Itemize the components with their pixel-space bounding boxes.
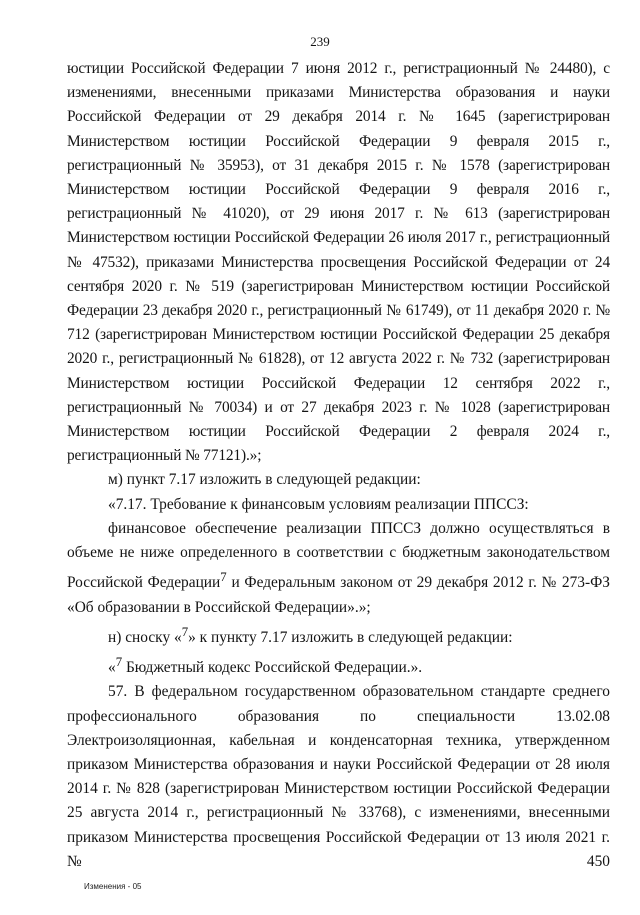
financing-text-start: финансовое обеспечение реализации ППССЗ должно осуществляться в объеме не ниже определенного в соответствии с бюджетным законодательством Российской Федерации [67, 519, 610, 592]
paragraph-57: 57. В федеральном государственном образовательном стандарте среднего профессионального образования по специальности 13.02.08 Электроизоляционная, кабельная и конденсаторная техника, утвержденном приказом Министерства образования и науки Российской Федерации от 28 июля 2014 г. № 828 (зарегистрирован Министерством юстиции Российской Федерации 25 августа 2014 г., регистрационный № 33768), с изменениями, внесенными приказом Министерства просвещения Российской Федерации от 13 июля 2021 г. № 450 [67, 683, 610, 870]
item-n-text-end: » к пункту 7.17 изложить в следующей редакции: [188, 628, 513, 646]
page-number: 239 [310, 34, 330, 49]
paragraph-financing [67, 517, 610, 620]
footnote-7-mark: 7 [115, 655, 123, 670]
item-n-text-start: н) сноску « [108, 628, 182, 646]
document-body [67, 57, 610, 874]
paragraph-item-n [67, 620, 610, 650]
paragraph-footnote-7 [67, 650, 610, 680]
footnote-open-quote: « [108, 659, 116, 677]
paragraph-item-m: м) пункт 7.17 изложить в следующей редакции: [108, 471, 421, 489]
footer-label: Изменения - 05 [84, 882, 142, 891]
footnote-reference-7: 7 [220, 570, 227, 585]
item-n-footnote-mark: 7 [181, 624, 189, 639]
footnote-7-text: Бюджетный кодекс Российской Федерации.». [122, 659, 423, 677]
paragraph-continuation: юстиции Российской Федерации 7 июня 2012 г., регистрационный № 24480), с изменениями, внесенными приказами Министерства образования и науки Российской Федерации от 29 декабря 2014 г. № 1645 (зарегистрирован Министерством юстиции Российской Федерации 9 февраля 2015 г., регистрационный № 35953), от 31 декабря 2015 г. № 1578 (зарегистрирован Министерством юстиции Российской Федерации 9 февраля 2016 г., регистрационный № 41020), от 29 июня 2017 г. № 613 (зарегистрирован Министерством юстиции Российской Федерации 26 июля 2017 г., регистрационный № 47532), приказами Министерства просвещения Российской Федерации от 24 сентября 2020 г. № 519 (зарегистрирован Министерством юстиции Российской Федерации 23 декабря 2020 г., регистрационный № 61749), от 11 декабря 2020 г. № 712 (зарегистрирован Министерством юстиции Российской Федерации 25 декабря 2020 г., регистрационный № 61828), от 12 августа 2022 г. № 732 (зарегистрирован Министерством юстиции Российской Федерации 12 сентября 2022 г., регистрационный № 70034) и от 27 декабря 2023 г. № 1028 (зарегистрирован Министерством юстиции Российской Федерации 2 февраля 2024 г., регистрационный № 77121).»; [67, 60, 610, 465]
paragraph-7-17-heading: «7.17. Требование к финансовым условиям реализации ППССЗ: [108, 495, 529, 513]
financing-text-end: и Федеральным законом от 29 декабря 2012 г. № 273-ФЗ «Об образовании в Российской Федерации».»; [67, 574, 610, 616]
